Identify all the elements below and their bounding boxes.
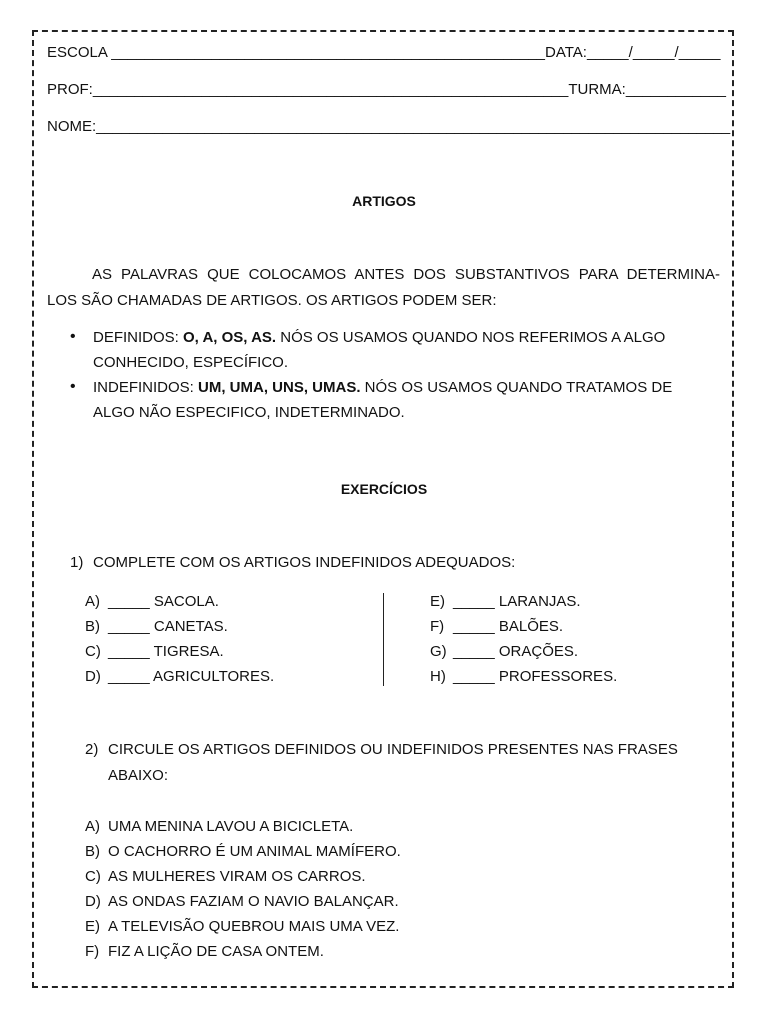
list-item-letter: C) (85, 868, 101, 885)
bullet-indefinidos (93, 379, 672, 396)
list-item-letter: D) (85, 668, 101, 685)
bullet-definidos-line2: CONHECIDO, ESPECÍFICO. (93, 354, 289, 371)
bullet-label: INDEFINIDOS: (93, 379, 199, 396)
list-item: _____ ORAÇÕES. (453, 643, 579, 660)
list-item-letter: F) (85, 943, 100, 960)
list-item-letter: D) (85, 893, 101, 910)
list-item: _____ AGRICULTORES. (108, 668, 275, 685)
list-item: AS ONDAS FAZIAM O NAVIO BALANÇAR. (108, 893, 399, 910)
list-item: UMA MENINA LAVOU A BICICLETA. (108, 818, 354, 835)
bullet-dot: • (70, 328, 76, 345)
exercise-2-prompt-line2: ABAIXO: (108, 767, 169, 784)
intro-line-2: LOS SÃO CHAMADAS DE ARTIGOS. OS ARTIGOS PODEM SER: (47, 292, 497, 309)
list-item-letter: E) (85, 918, 100, 935)
list-item: _____ LARANJAS. (453, 593, 581, 610)
list-item-letter: G) (430, 643, 447, 660)
exercise-2-prompt: CIRCULE OS ARTIGOS DEFINIDOS OU INDEFINIDOS PRESENTES NAS FRASES (108, 741, 678, 758)
list-item: _____ PROFESSORES. (453, 668, 618, 685)
exercises-title: EXERCÍCIOS (340, 481, 428, 497)
bullet-label: DEFINIDOS: (93, 329, 184, 346)
list-item-letter: E) (430, 593, 445, 610)
list-item: _____ SACOLA. (108, 593, 219, 610)
exercise-1-number: 1) (70, 554, 84, 571)
school-date-line: ESCOLA ____________________________________________________DATA:_____/_____/_____ (47, 44, 721, 61)
bullet-indefinidos-line2: ALGO NÃO ESPECIFICO, INDETERMINADO. (93, 404, 405, 421)
exercise-2-number: 2) (85, 741, 99, 758)
teacher-class-line: PROF:_________________________________________________________TURMA:____________ (47, 81, 726, 98)
list-item: O CACHORRO É UM ANIMAL MAMÍFERO. (108, 843, 401, 860)
column-divider (383, 593, 384, 686)
list-item: _____ CANETAS. (108, 618, 228, 635)
bullet-text: NÓS OS USAMOS QUANDO TRATAMOS DE (360, 379, 673, 396)
list-item-letter: F) (430, 618, 445, 635)
list-item: A TELEVISÃO QUEBROU MAIS UMA VEZ. (108, 918, 400, 935)
name-line: NOME:____________________________________________________________________________ (47, 118, 731, 135)
list-item-letter: B) (85, 618, 100, 635)
list-item: FIZ A LIÇÃO DE CASA ONTEM. (108, 943, 324, 960)
bullet-definidos (93, 329, 665, 346)
page-title: ARTIGOS (352, 193, 416, 209)
list-item-letter: A) (85, 593, 100, 610)
list-item: _____ TIGRESA. (108, 643, 224, 660)
exercise-1-prompt: COMPLETE COM OS ARTIGOS INDEFINIDOS ADEQUADOS: (93, 554, 516, 571)
bullet-text: NÓS OS USAMOS QUANDO NOS REFERIMOS A ALGO (276, 329, 666, 346)
intro-line-1: AS PALAVRAS QUE COLOCAMOS ANTES DOS SUBSTANTIVOS PARA DETERMINA- (92, 266, 720, 283)
list-item-letter: H) (430, 668, 446, 685)
bullet-dot: • (70, 378, 76, 395)
list-item: _____ BALÕES. (453, 618, 564, 635)
bullet-articles: O, A, OS, AS. (183, 329, 277, 346)
bullet-articles: UM, UMA, UNS, UMAS. (198, 379, 361, 396)
list-item-letter: B) (85, 843, 100, 860)
list-item: AS MULHERES VIRAM OS CARROS. (108, 868, 366, 885)
list-item-letter: A) (85, 818, 100, 835)
list-item-letter: C) (85, 643, 101, 660)
